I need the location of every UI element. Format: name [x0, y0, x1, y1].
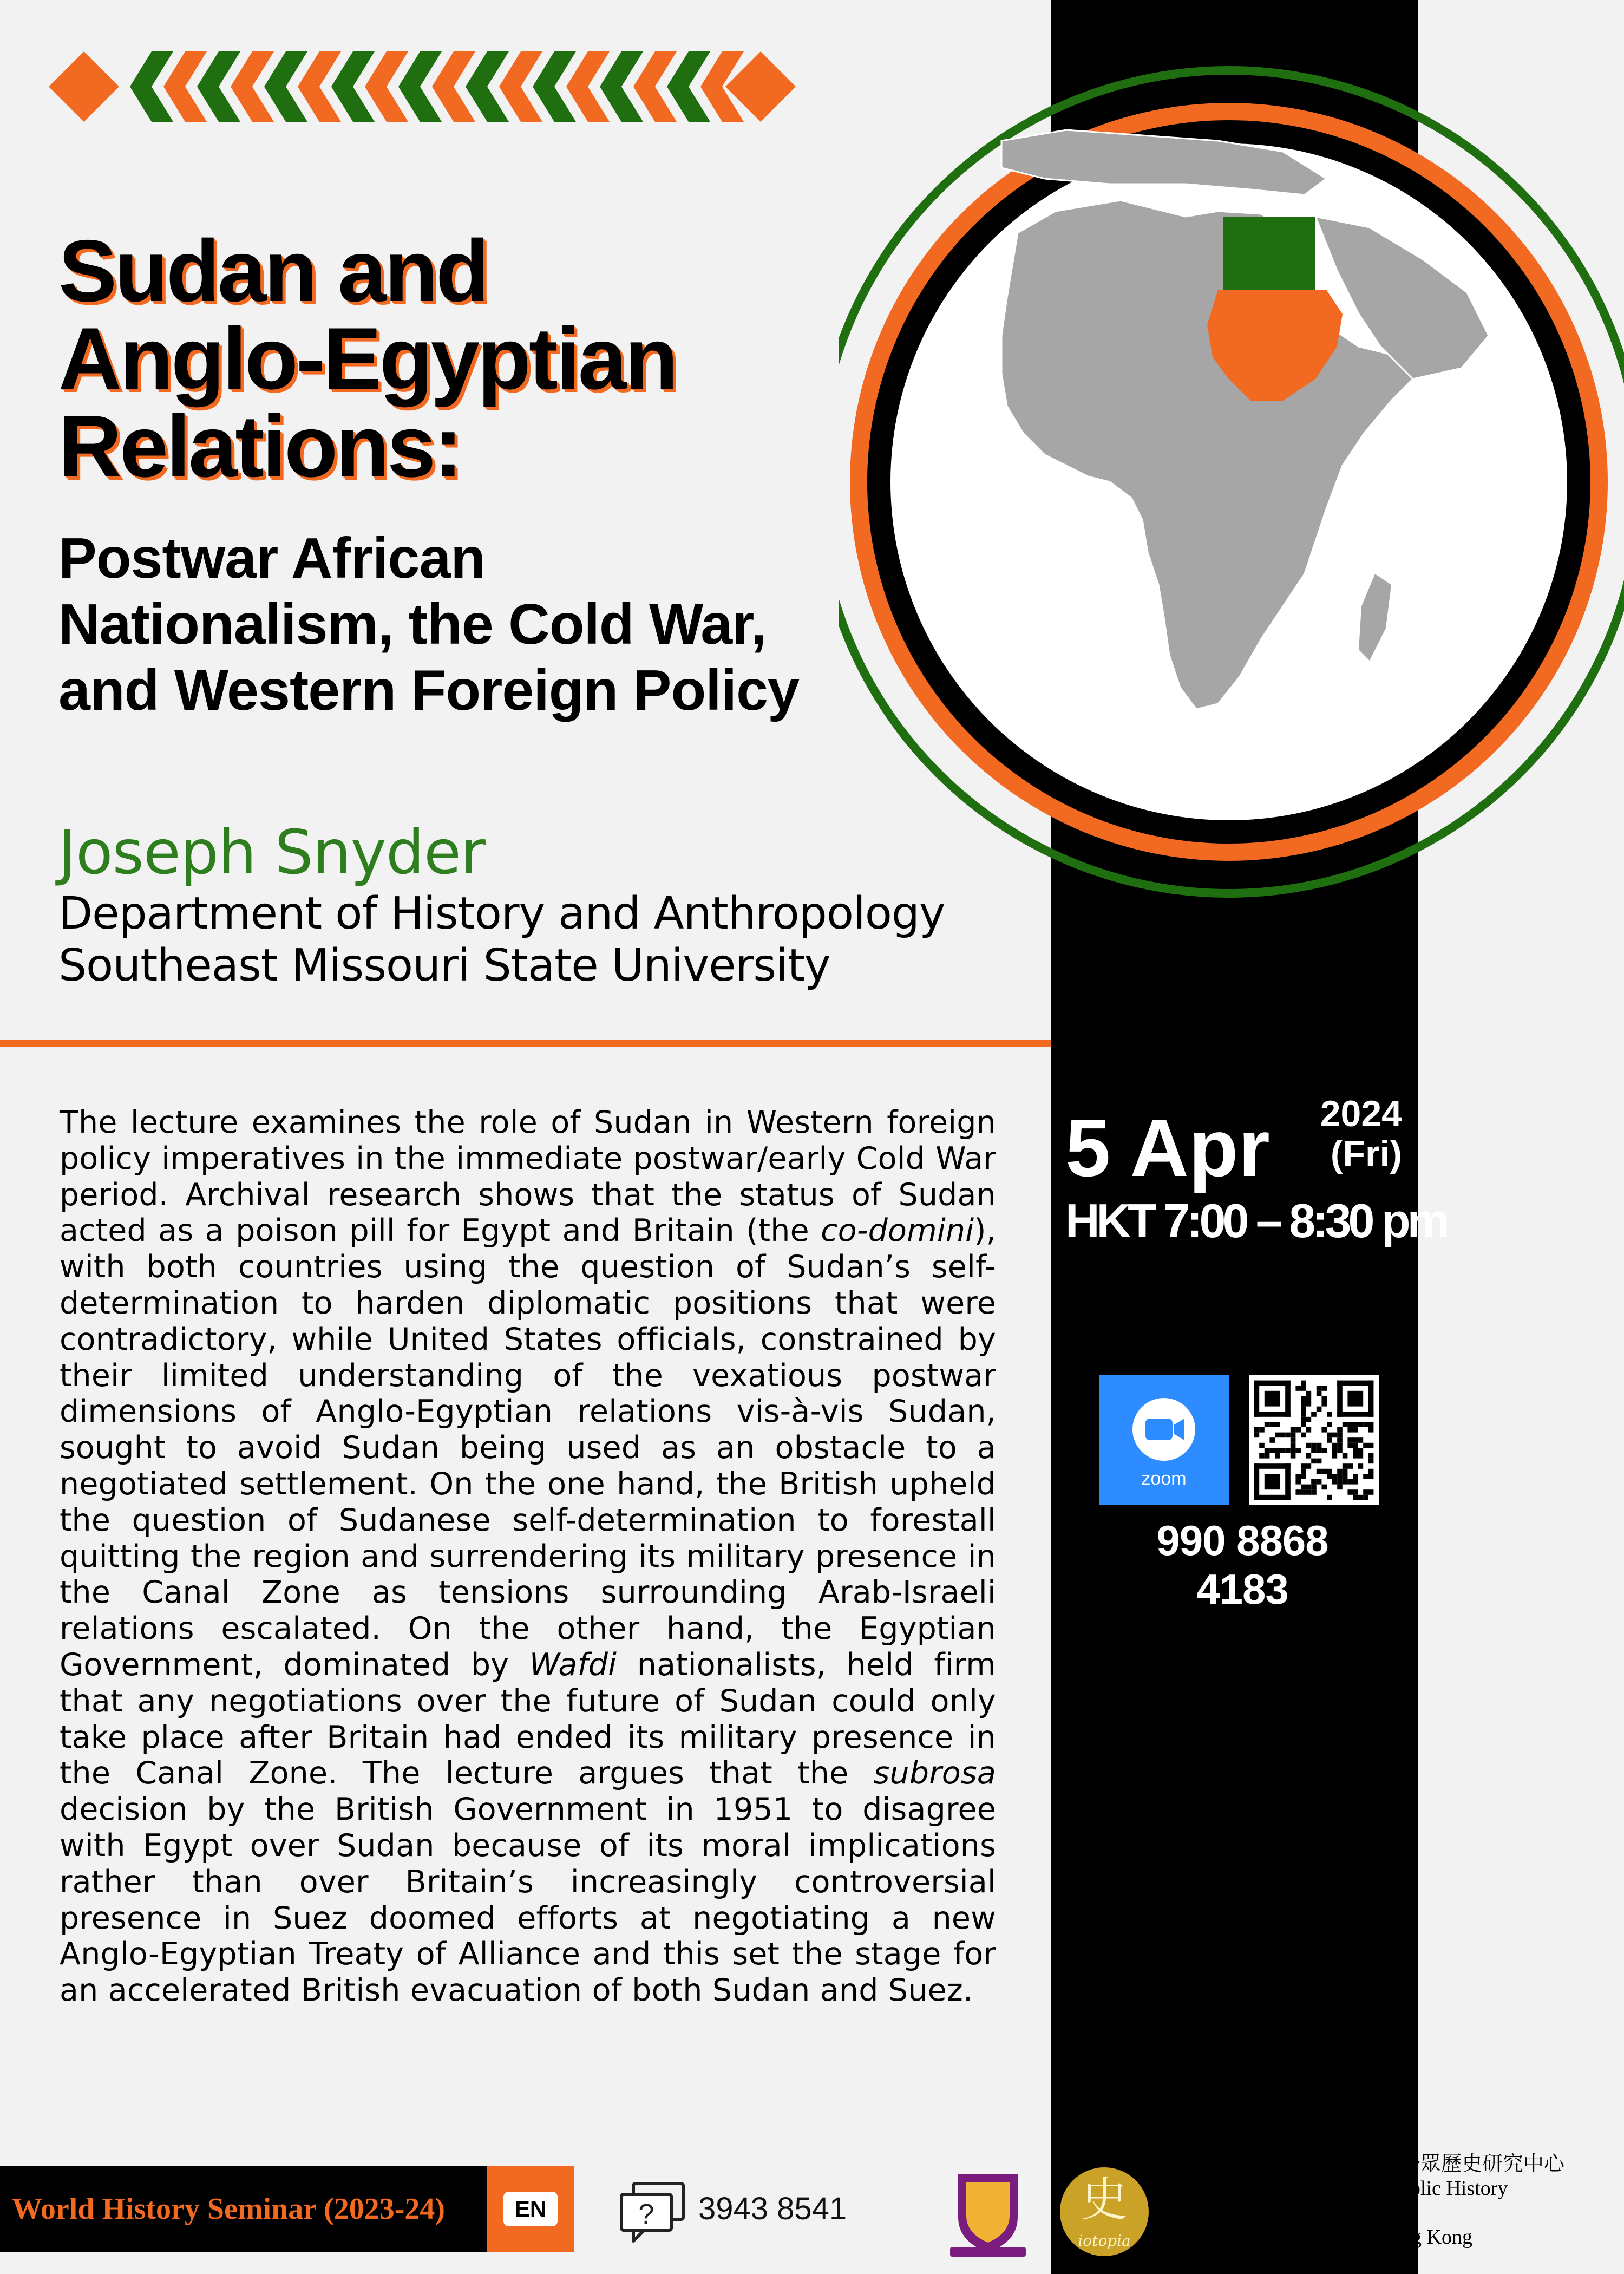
qr-code-icon[interactable]	[1249, 1375, 1379, 1505]
abstract-part-3: nationalists, held firm that any negotiations over the future of Sudan could only take place after Britain had ended its military presence in the Canal Zone. The lecture argues that the	[60, 1646, 997, 1792]
event-year: 2024	[1320, 1093, 1402, 1134]
abstract-emphasis-wafdi: Wafdi	[529, 1646, 617, 1683]
enquiry-phone: 3943 8541	[698, 2191, 847, 2226]
zoom-link-button[interactable]	[1099, 1375, 1229, 1505]
abstract-emphasis-subrosa: subrosa	[873, 1755, 996, 1792]
institution-centre: Centre for Comparative and Public History	[1153, 2177, 1508, 2200]
language-label: EN	[503, 2192, 558, 2226]
affiliation-department: Department of History and Anthropology	[58, 888, 945, 939]
abstract-part-2: ), with both countries using the question of Sudan’s self-determination to harden diplomatic positions that were contradictory, while United States officials, constrained by their limited understanding of the vexatious postwar dimensions of Anglo-Egyptian relations vis-à-vis Sudan, sought to avoid Sudan being used as an obstacle to a negotiated settlement. On the one hand, the British upheld the question of Sudanese self-determination to forestall quitting the region and surrendering its military presence in the Canal Zone as tensions surrounding Arab-Israeli relations escalated. On the other hand, the Egyptian Government, dominated by	[60, 1213, 996, 1683]
speaker-name: Joseph Snyder	[58, 818, 485, 888]
language-badge	[487, 2166, 574, 2252]
question-chat-icon	[617, 2179, 687, 2244]
event-subtitle	[58, 525, 935, 723]
abstract-part-4: decision by the British Government in 1951 to disagree with Egypt over Sudan because of its moral implications rather than over Britain’s increasingly controversial presence in Suez doomed efforts at negotiating a new Anglo-Egyptian Treaty of Alliance and this set the stage for an accelerated British evacuation of both Sudan and Suez.	[60, 1792, 996, 2009]
institution-chinese: 香港中文大學歷史系比較及公眾歷史研究中心	[1153, 2153, 1565, 2175]
zoom-meeting-id: 990 8868 4183	[1156, 1517, 1328, 1613]
cuhk-crest-logo	[947, 2166, 1029, 2260]
title-line-3: Relations:	[58, 397, 461, 495]
chevron-orange-left	[49, 51, 119, 122]
svg-text:?: ?	[638, 2199, 654, 2230]
chevron-decoration	[49, 51, 796, 122]
abstract-part-1: The lecture examines the role of Sudan in Western foreign policy imperatives in the immediate postwar/early Cold War period. Archival research shows that the status of Sudan acted as a poison pill for Egypt and Britain (the	[60, 1105, 996, 1249]
iotopia-text: iotopia	[1078, 2232, 1131, 2250]
abstract-emphasis-co-domini: co-domini	[821, 1213, 974, 1249]
subtitle-line-1: Postwar African	[58, 526, 486, 590]
event-weekday: (Fri)	[1330, 1133, 1402, 1174]
event-title	[58, 222, 979, 495]
title-line-2: Anglo-Egyptian	[58, 310, 676, 408]
institution-department: Department of History	[1153, 2201, 1340, 2224]
affiliation-university: Southeast Missouri State University	[58, 940, 830, 991]
speaker-affiliation	[58, 888, 1049, 992]
iotopia-logo	[1058, 2166, 1150, 2258]
subtitle-line-3: and Western Foreign Policy	[58, 658, 799, 722]
abstract-text	[60, 1105, 996, 2009]
institution-block	[1153, 2152, 1619, 2250]
zoom-label: zoom	[1141, 1468, 1187, 1489]
zoom-camera-icon	[1099, 1375, 1229, 1505]
svg-text:史: 史	[1081, 2173, 1128, 2227]
event-time: HKT 7:00 – 8:30 pm	[1065, 1194, 1446, 1247]
event-date: 5 Apr	[1065, 1102, 1270, 1193]
egypt-highlight	[1223, 217, 1315, 290]
institution-university: The Chinese University of Hong Kong	[1153, 2226, 1472, 2249]
subtitle-line-2: Nationalism, the Cold War,	[58, 592, 767, 656]
title-line-1: Sudan and	[58, 222, 488, 320]
orange-divider	[0, 1040, 1051, 1047]
series-name: World History Seminar (2023-24)	[12, 2192, 446, 2226]
event-year-weekday	[1307, 1094, 1402, 1174]
